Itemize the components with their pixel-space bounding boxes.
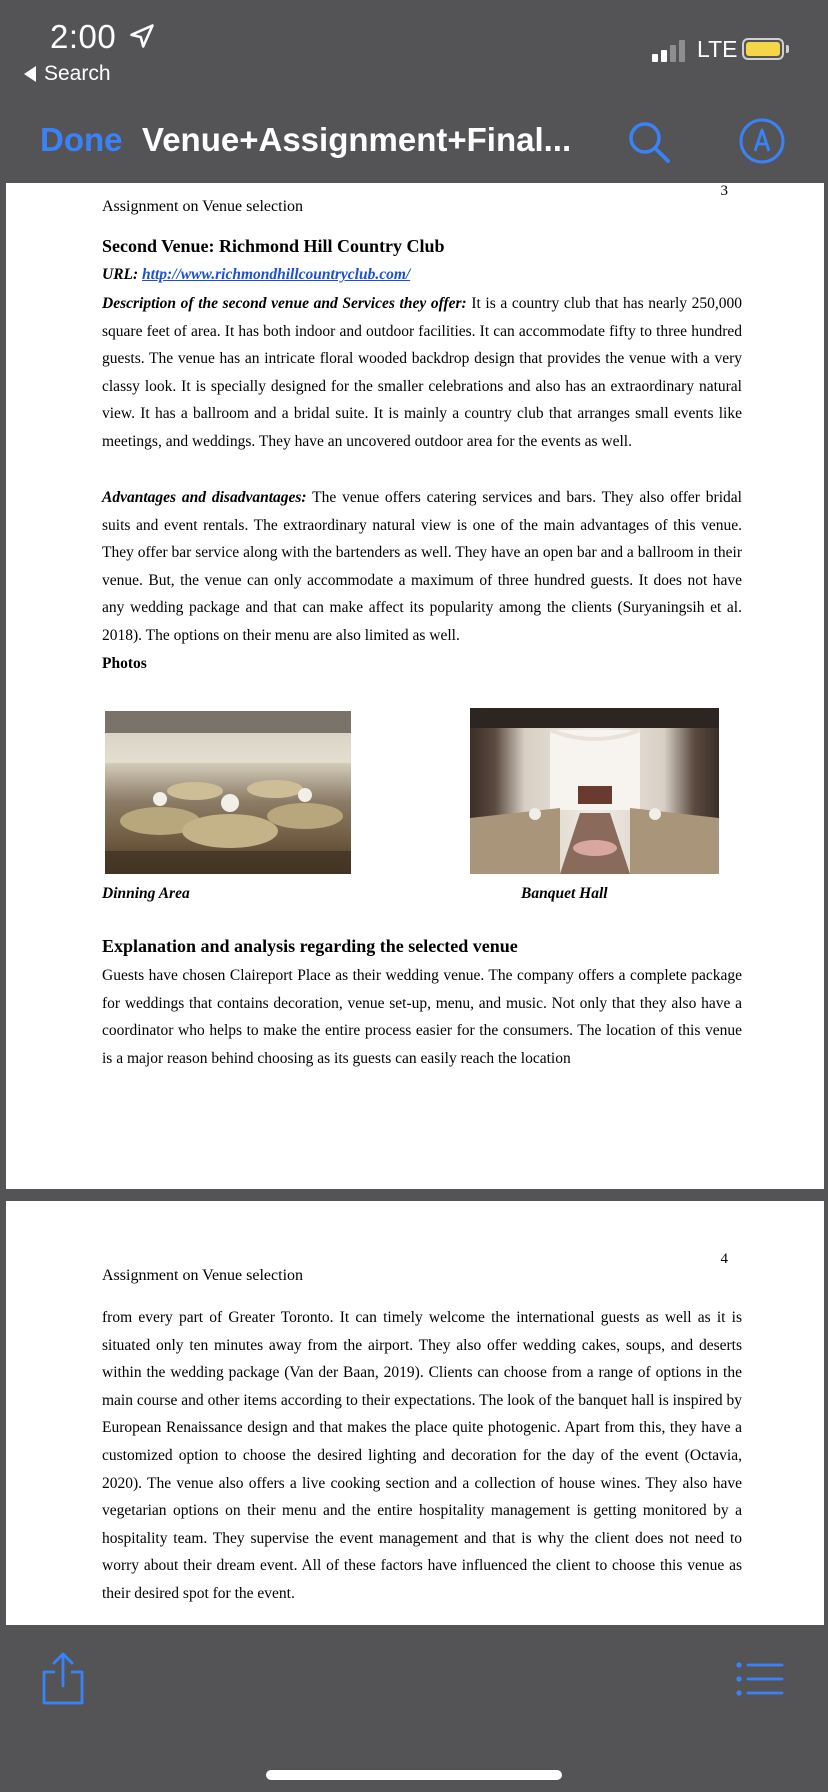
share-icon[interactable] [40, 1652, 86, 1706]
advantages-label: Advantages and disadvantages: [102, 489, 307, 506]
bottom-toolbar [0, 1625, 828, 1792]
body-paragraph: from every part of Greater Toronto. It can timely welcome the international guests as well as it is situated only ten minutes away from the airport. They also offer wedding cakes, soups, and deserts within the wedding package (Van der Baan, 2019). Clients can choose from a range of options in the main course and other items according to their expectations. The look of the banquet hall is inspired by European Renaissance design and that makes the place quite photogenic. Apart from this, they have a customized option to choose the desired lighting and decoration for the day of the event (Octavia, 2020). The venue also offers a live cooking section and a collection of house wines. They also have vegetarian options on their menu and the entire hospitality management is getting monitored by a hospitality team. They supervise the event management and that is why the client does not need to worry about their dream event. All of these factors have influenced the client to choose this venue as their desired spot for the event. [102, 1309, 742, 1602]
description-text: It is a country club that has nearly 250,000 square feet of area. It has both indoor and outdoor facilities. It can accommodate fifty to three hundred guests. The venue has an intricate floral wooded backdrop design that provides the venue with a very classy look. It is specially designed for the smaller celebrations and also has an extraordinary natural view. It has a ballroom and a bridal suite. It is mainly a country club that arranges small events like meetings, and weddings. They have an uncovered outdoor area for the events as well. [102, 295, 743, 450]
dining-area-photo [105, 711, 351, 874]
battery-icon [742, 38, 784, 60]
status-bar [0, 0, 828, 92]
cellular-signal-icon [652, 38, 685, 62]
photo2-caption: Banquet Hall [521, 885, 608, 902]
page-number: 3 [720, 183, 728, 199]
venue-url-link[interactable]: http://www.richmondhillcountryclub.com/ [142, 266, 411, 283]
explanation-paragraph: Guests have chosen Claireport Place as their wedding venue. The company offers a complete package for weddings that contains decoration, venue set-up, menu, and music. Not only that they also have a coordinator who helps to make the entire process easier for the consumers. The location of this venue is a major reason behind choosing as its guests can easily reach the location [102, 967, 742, 1067]
description-label: Description of the second venue and Services they offer: [102, 295, 467, 312]
url-label: URL: [102, 266, 139, 283]
photo1-caption: Dinning Area [102, 885, 190, 902]
pdf-page-3 [6, 183, 824, 1189]
back-to-search[interactable] [24, 62, 111, 86]
advantages-paragraph [102, 484, 742, 650]
markup-pen-icon[interactable] [738, 117, 786, 165]
home-indicator[interactable] [266, 1770, 562, 1780]
back-label: Search [44, 62, 111, 85]
back-arrow-icon [24, 66, 36, 82]
battery-tip [786, 45, 789, 53]
explanation-heading: Explanation and analysis regarding the selected venue [102, 936, 518, 956]
running-head: Assignment on Venue selection [102, 198, 304, 215]
done-button[interactable]: Done [40, 121, 123, 158]
running-head: Assignment on Venue selection [102, 1267, 304, 1284]
location-arrow-icon [128, 22, 156, 50]
banquet-hall-photo [470, 708, 719, 874]
clock: 2:00 [50, 18, 117, 55]
description-paragraph [102, 290, 742, 456]
network-type: LTE [697, 36, 738, 62]
page-number: 4 [720, 1251, 728, 1267]
url-line [102, 266, 410, 284]
document-title: Venue+Assignment+Final... [142, 121, 572, 158]
search-icon[interactable] [626, 119, 672, 165]
outline-list-icon[interactable] [736, 1661, 784, 1697]
photos-heading: Photos [102, 655, 147, 672]
pdf-page-4 [6, 1201, 824, 1625]
nav-bar [0, 105, 828, 175]
venue-heading: Second Venue: Richmond Hill Country Club [102, 236, 445, 256]
advantages-text: The venue offers catering services and bars. They also offer bridal suits and event rentals. The extraordinary natural view is one of the main advantages of this venue. They offer bar service along with the bartenders as well. They have an open bar and a ballroom in their venue. But, the venue can only accommodate a maximum of three hundred guests. It does not have any wedding package and that can make affect its popularity among the clients (Suryaningsih et al. 2018). The options on their menu are also limited as well. [102, 489, 742, 644]
